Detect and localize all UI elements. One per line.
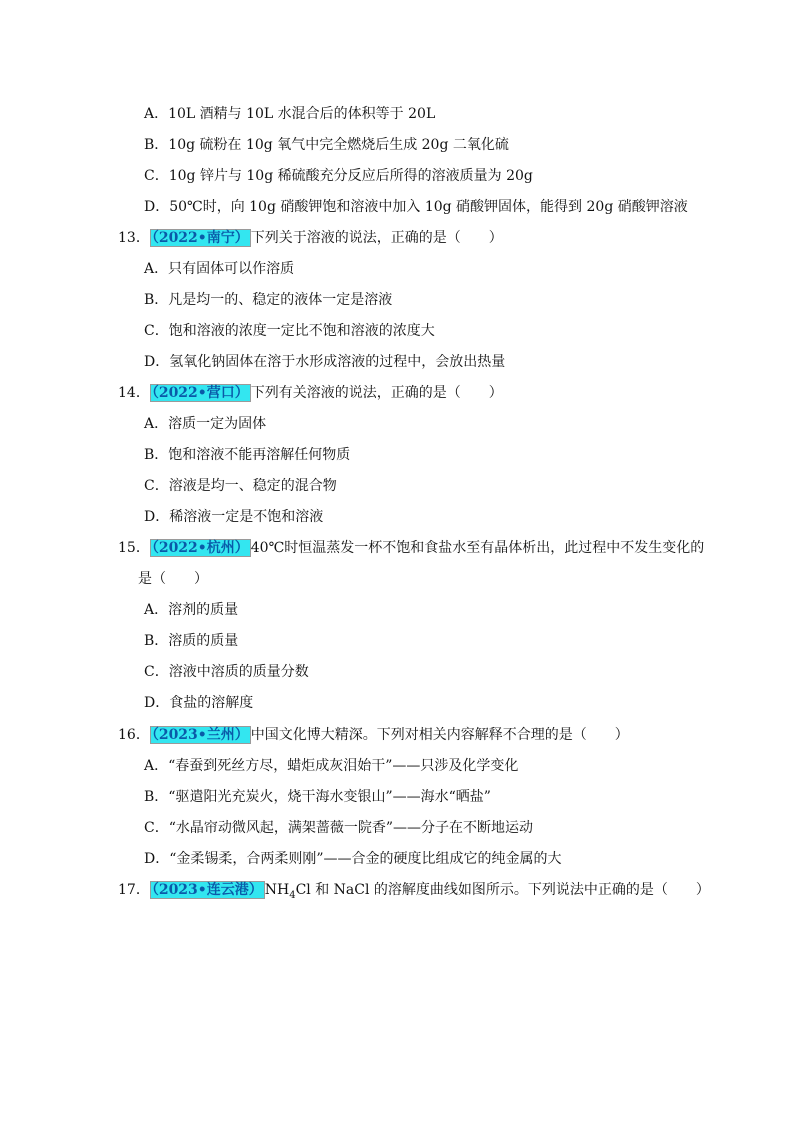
q14-option-d: D．稀溶液一定是不饱和溶液 [144,509,324,525]
q13-stem [118,228,503,248]
q14-source-tag: （2022•营口） [151,385,249,401]
q15-option-d: D．食盐的溶解度 [144,695,254,711]
q16-stem [118,725,629,745]
q17-stem [118,880,710,900]
q17-formula-subscript: 4 [289,889,296,901]
q16-source-tag: （2023•兰州） [151,727,249,743]
q14-stem [118,383,503,403]
q16-option-d: D．“金柔锡柔，合两柔则刚”——合金的硬度比组成它的纯金属的大 [144,851,562,867]
q16-option-b: B．“驱遣阳光充炭火，烧干海水变银山”——海水“晒盐” [144,789,491,805]
q16-option-a: A．“春蚕到死丝方尽，蜡炬成灰泪始干”——只涉及化学变化 [144,758,519,774]
q15-option-b: B．溶质的质量 [144,633,239,649]
q16-number: 16． [118,727,150,743]
q12-option-b: B．10g 硫粉在 10g 氧气中完全燃烧后生成 20g 二氧化硫 [144,137,509,153]
q14-stem-text: 下列有关溶液的说法，正确的是（ ） [250,385,503,401]
q14-option-c: C．溶液是均一、稳定的混合物 [144,478,337,494]
q14-number: 14． [118,385,150,401]
q13-option-a: A．只有固体可以作溶质 [144,261,295,277]
q15-stem-continued: 是（ ） [138,571,208,587]
q17-stem-text: Cl 和 NaCl 的溶解度曲线如图所示。下列说法中正确的是（ ） [295,882,710,898]
q15-number: 15． [118,540,150,556]
q13-option-d: D．氢氧化钠固体在溶于水形成溶液的过程中，会放出热量 [144,354,506,370]
q14-option-b: B．饱和溶液不能再溶解任何物质 [144,447,351,463]
q13-stem-text: 下列关于溶液的说法，正确的是（ ） [250,230,503,246]
q12-option-d: D．50℃时，向 10g 硝酸钾饱和溶液中加入 10g 硝酸钾固体，能得到 20g 硝酸钾溶液 [144,199,688,215]
q13-source-tag: （2022•南宁） [151,230,249,246]
q13-option-b: B．凡是均一的、稳定的液体一定是溶液 [144,292,393,308]
q17-number: 17． [118,882,150,898]
q16-stem-text: 中国文化博大精深。下列对相关内容解释不合理的是（ ） [250,727,629,743]
q16-option-c: C．“水晶帘动微风起，满架蔷薇一院香”——分子在不断地运动 [144,820,534,836]
q13-option-c: C．饱和溶液的浓度一定比不饱和溶液的浓度大 [144,323,435,339]
q12-option-a: A．10L 酒精与 10L 水混合后的体积等于 20L [144,106,436,122]
q15-source-tag: （2022•杭州） [151,540,249,556]
q14-option-a: A．溶质一定为固体 [144,416,267,432]
q17-formula-nh: NH [264,882,290,898]
q15-option-a: A．溶剂的质量 [144,602,239,618]
q13-number: 13． [118,230,150,246]
q15-stem-text: 40℃时恒温蒸发一杯不饱和食盐水至有晶体析出，此过程中不发生变化的 [250,540,705,556]
q12-option-c: C．10g 锌片与 10g 稀硫酸充分反应后所得的溶液质量为 20g [144,168,533,184]
q15-option-c: C．溶液中溶质的质量分数 [144,664,309,680]
q15-stem [118,538,704,558]
q17-source-tag: （2023•连云港） [151,882,263,898]
